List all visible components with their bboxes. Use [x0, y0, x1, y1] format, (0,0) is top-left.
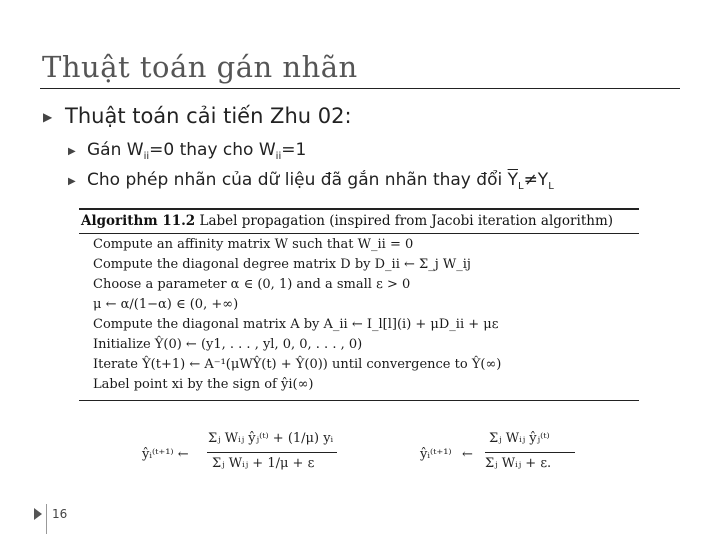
algorithm-line: Compute the diagonal matrix A by A_ii ← I_l[l](i) + μD_ii + με	[93, 317, 499, 332]
slide-title: Thuật toán gán nhãn	[42, 50, 358, 84]
sub-bullet-text: Gán W	[87, 140, 144, 160]
formula-1-fraction-bar	[207, 452, 337, 453]
algorithm-line: Iterate Ŷ(t+1) ← A⁻¹(μWŶ(t) + Ŷ(0)) until convergence to Ŷ(∞)	[93, 357, 502, 372]
formula-2-fraction-bar	[485, 452, 575, 453]
algorithm-line: Initialize Ŷ(0) ← (y1, . . . , yl, 0, 0, . . . , 0)	[93, 337, 363, 352]
algorithm-bottom-rule	[79, 400, 639, 401]
y-bar: $\overline{Y}$	[507, 170, 518, 190]
footer-divider	[46, 504, 47, 534]
algorithm-line: Choose a parameter α ∈ (0, 1) and a small ε > 0	[93, 277, 411, 292]
page-marker-icon	[34, 508, 42, 520]
algorithm-box	[79, 206, 639, 403]
formula-2-arrow: ←	[462, 447, 473, 462]
subscript: L	[548, 181, 554, 192]
algorithm-line: μ ← α/(1−α) ∈ (0, +∞)	[93, 297, 239, 312]
sub-bullet-text: =1	[281, 140, 307, 160]
formula-2-numerator: Σⱼ Wᵢⱼ ŷⱼ⁽ᵗ⁾	[489, 431, 550, 446]
algorithm-mid-rule	[79, 233, 639, 234]
algorithm-line: Label point xi by the sign of ŷi(∞)	[93, 377, 314, 392]
sub-bullet-text: Cho phép nhãn của dữ liệu đã gắn nhãn thay đổi	[87, 170, 508, 190]
algorithm-caption: Label propagation (inspired from Jacobi iteration algorithm)	[199, 213, 614, 229]
sub-bullet-labels	[87, 170, 554, 190]
formula-2-lhs: ŷᵢ⁽ᵗ⁺¹⁾	[420, 447, 452, 462]
formula-1-numerator: Σⱼ Wᵢⱼ ŷⱼ⁽ᵗ⁾ + (1/μ) yᵢ	[208, 431, 334, 446]
subscript: ii	[275, 151, 282, 162]
formula-1-denominator: Σⱼ Wᵢⱼ + 1/μ + ε	[212, 456, 315, 471]
formula-2-denominator: Σⱼ Wᵢⱼ + ε.	[485, 456, 552, 471]
title-divider	[40, 88, 680, 89]
sub-bullet-text: ≠Y	[523, 170, 549, 190]
algorithm-line: Compute an affinity matrix W such that W_ii = 0	[93, 237, 414, 252]
algorithm-title	[81, 213, 613, 229]
sub-bullet-arrow-icon: ▶	[68, 146, 76, 157]
main-bullet: Thuật toán cải tiến Zhu 02:	[65, 104, 352, 128]
subscript: L	[517, 181, 524, 192]
sub-bullet-text: =0 thay cho W	[149, 140, 276, 160]
formula-1-lhs: ŷᵢ⁽ᵗ⁺¹⁾ ←	[142, 447, 189, 462]
bullet-arrow-icon: ▶	[43, 110, 53, 124]
subscript: ii	[143, 151, 150, 162]
page-number: 16	[52, 507, 68, 521]
algorithm-line: Compute the diagonal degree matrix D by D_ii ← Σ_j W_ij	[93, 257, 471, 272]
algorithm-label: Algorithm 11.2	[81, 213, 196, 229]
algorithm-top-rule	[79, 208, 639, 210]
sub-bullet-arrow-icon: ▶	[68, 176, 76, 187]
sub-bullet-weight	[87, 140, 306, 160]
